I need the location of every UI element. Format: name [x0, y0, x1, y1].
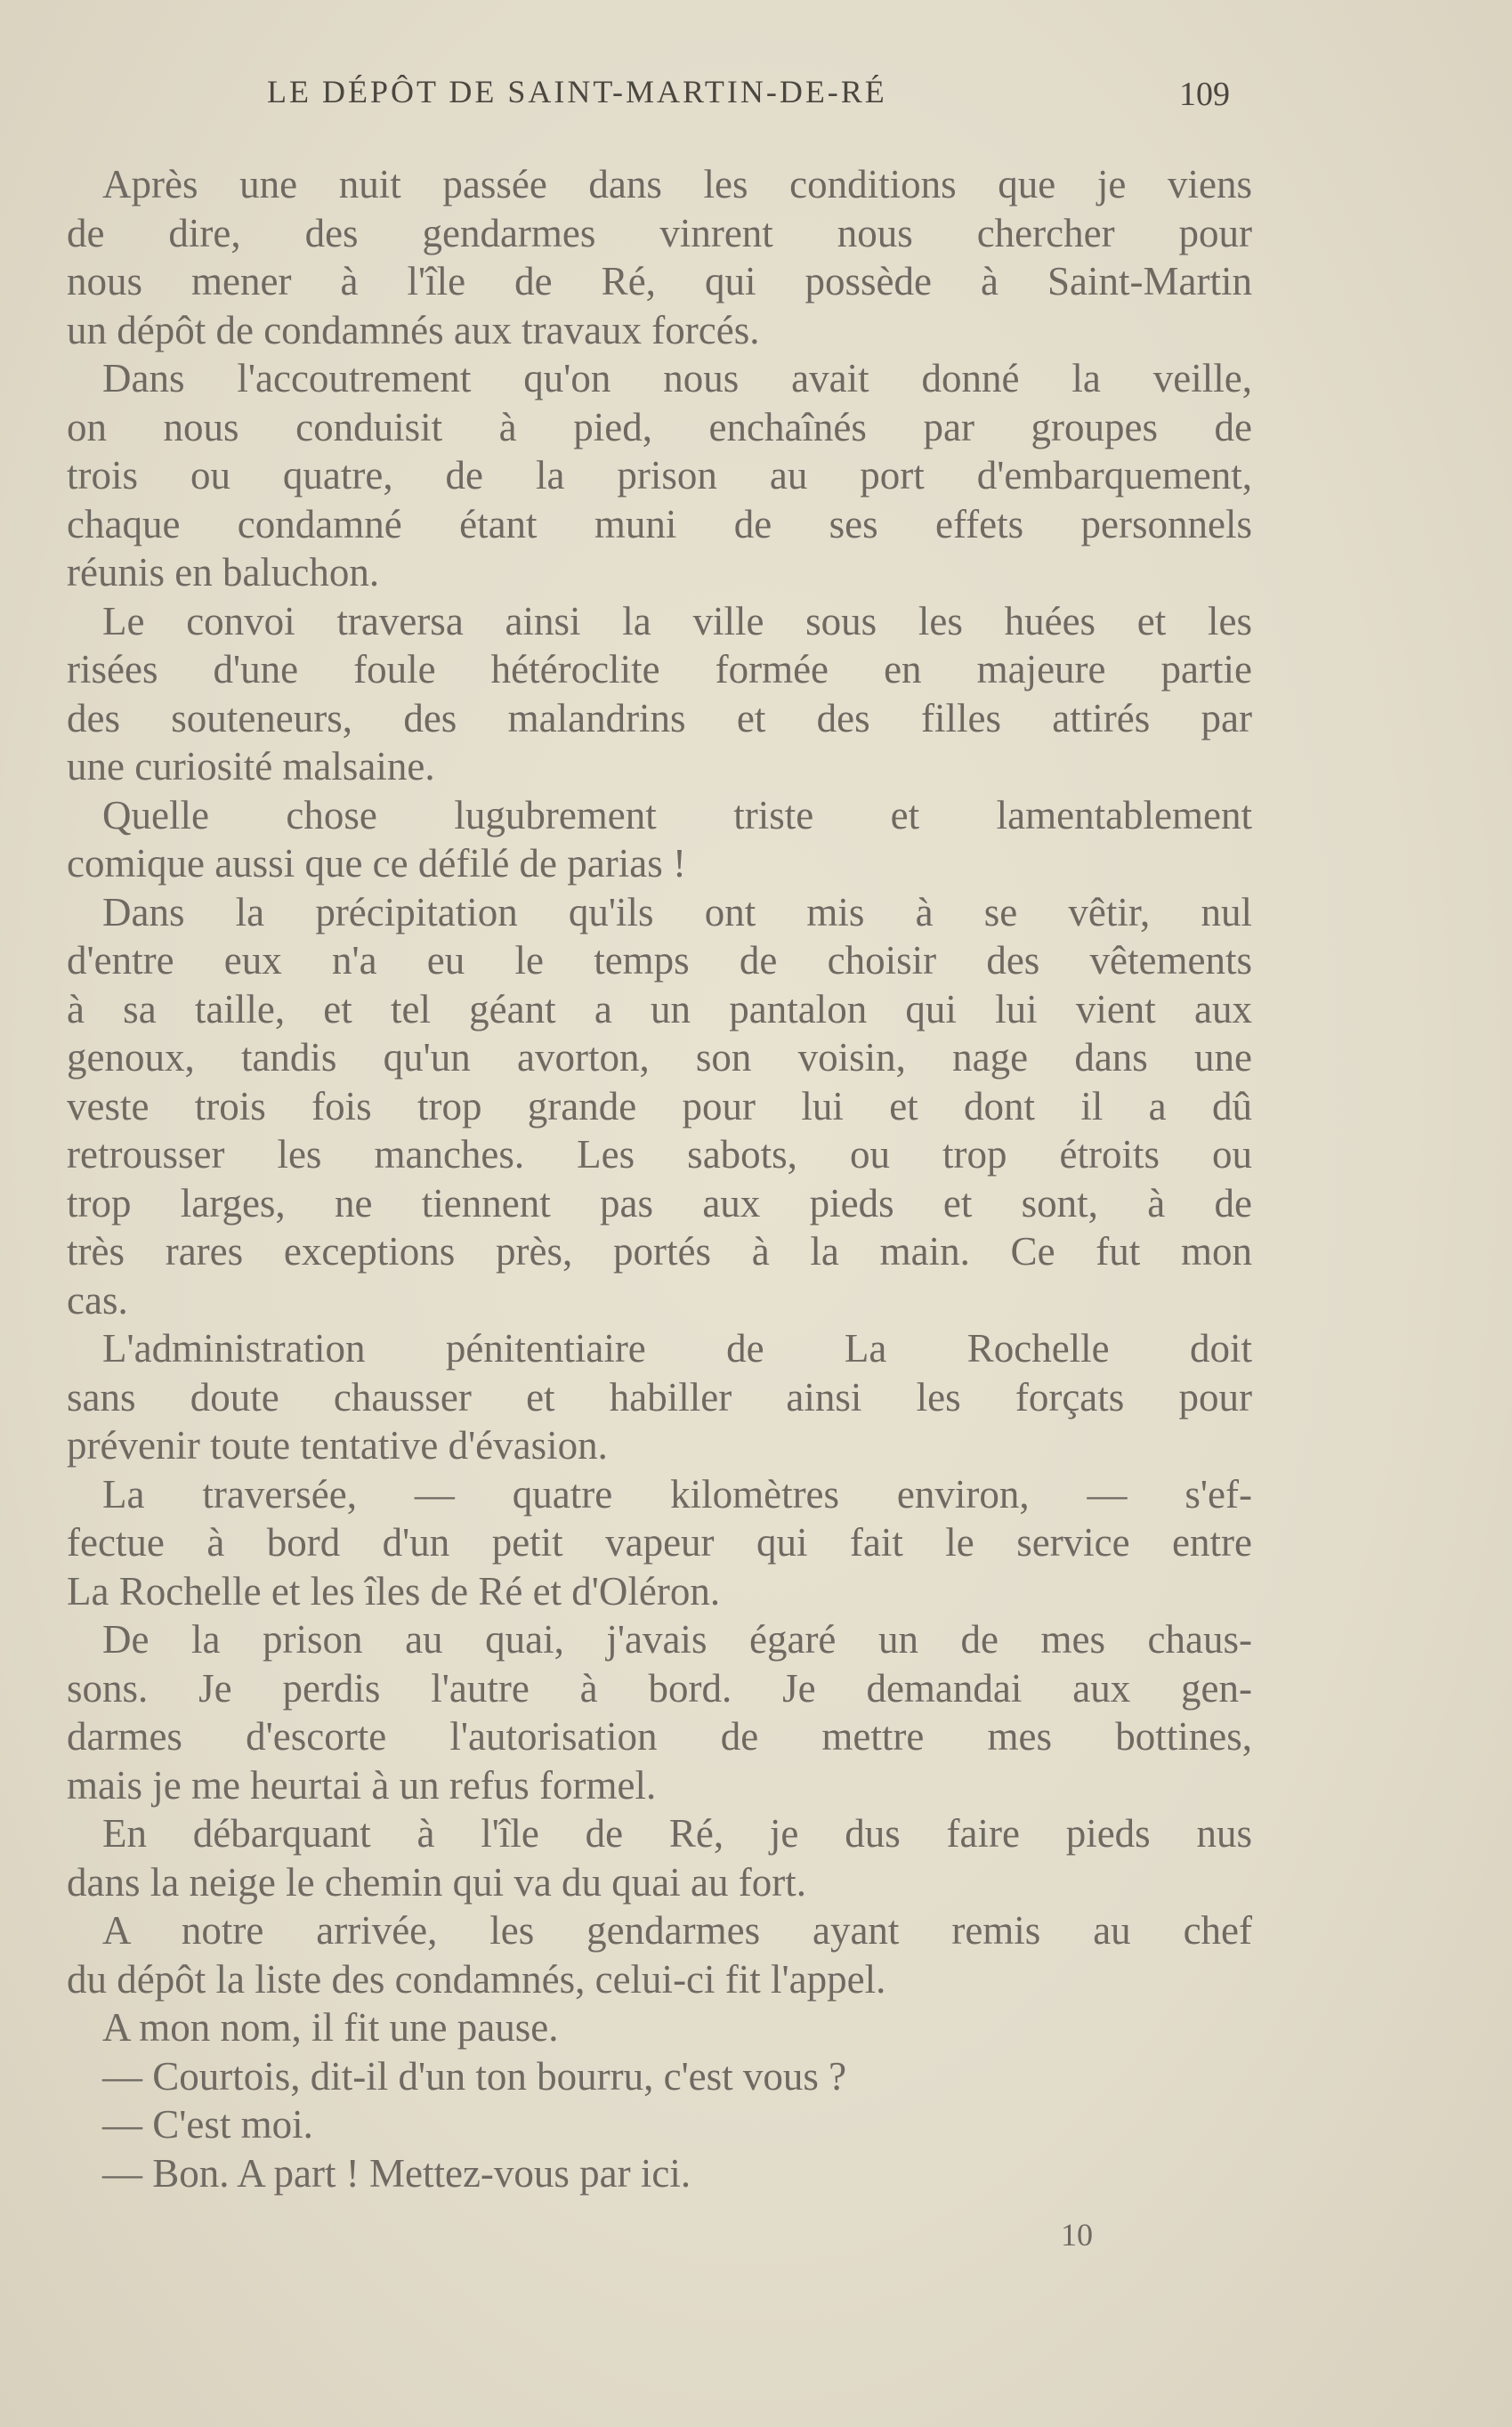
text-line: En débarquant à l'île de Ré, je dus faire pieds nus [102, 1811, 1252, 1856]
text-line: des souteneurs, des malandrins et des filles attirés par [67, 695, 1252, 740]
text-line: darmes d'escorte l'autorisation de mettre mes bottines, [67, 1714, 1252, 1759]
text-line: réunis en baluchon. [67, 550, 380, 595]
text-line: trois ou quatre, de la prison au port d'embarquement, [67, 453, 1252, 498]
text-line: — Courtois, dit-il d'un ton bourru, c'est vous ? [102, 2053, 847, 2099]
text-line: risées d'une foule hétéroclite formée en majeure partie [67, 647, 1252, 692]
text-line: de dire, des gendarmes vinrent nous chercher pour [67, 210, 1252, 255]
text-line: Le convoi traversa ainsi la ville sous les huées et les [102, 598, 1252, 643]
text-line: dans la neige le chemin qui va du quai au fort. [67, 1859, 806, 1905]
text-line: A notre arrivée, les gendarmes ayant remis au chef [102, 1908, 1252, 1953]
text-line: on nous conduisit à pied, enchaînés par groupes de [67, 404, 1252, 449]
text-line: une curiosité malsaine. [67, 744, 435, 789]
text-line: retrousser les manches. Les sabots, ou trop étroits ou [67, 1132, 1252, 1177]
text-line: De la prison au quai, j'avais égaré un de mes chaus- [102, 1617, 1252, 1662]
page-number: 109 [1179, 76, 1230, 113]
text-line: fectue à bord d'un petit vapeur qui fait le service entre [67, 1520, 1252, 1565]
text-line: La Rochelle et les îles de Ré et d'Oléron. [67, 1568, 721, 1614]
text-line: comique aussi que ce défilé de parias ! [67, 841, 686, 886]
text-line: Dans la précipitation qu'ils ont mis à se vêtir, nul [102, 889, 1252, 934]
text-line: Dans l'accoutrement qu'on nous avait donné la veille, [102, 356, 1252, 400]
text-line: du dépôt la liste des condamnés, celui-ci fit l'appel. [67, 1956, 886, 2002]
text-line: genoux, tandis qu'un avorton, son voisin, nage dans une [67, 1035, 1252, 1080]
text-line: à sa taille, et tel géant a un pantalon qui lui vient aux [67, 986, 1252, 1031]
text-line: A mon nom, il fit une pause. [102, 2005, 559, 2050]
signature-mark: 10 [1061, 2217, 1093, 2253]
text-line: veste trois fois trop grande pour lui et dont il a dû [67, 1083, 1252, 1129]
text-line: cas. [67, 1277, 128, 1323]
text-line: nous mener à l'île de Ré, qui possède à Saint-Martin [67, 259, 1252, 303]
text-line: Quelle chose lugubrement triste et lamentablement [102, 792, 1252, 837]
text-line: Après une nuit passée dans les conditions que je viens [102, 162, 1252, 206]
body-text [67, 160, 1252, 2197]
text-line: sons. Je perdis l'autre à bord. Je demandai aux gen- [67, 1665, 1252, 1711]
text-line: prévenir toute tentative d'évasion. [67, 1423, 608, 1468]
text-line: sans doute chausser et habiller ainsi les forçats pour [67, 1374, 1252, 1420]
text-line: d'entre eux n'a eu le temps de choisir des vêtements [67, 938, 1252, 983]
text-line: un dépôt de condamnés aux travaux forcés. [67, 307, 760, 352]
text-line: — Bon. A part ! Mettez-vous par ici. [102, 2150, 691, 2196]
text-line: La traversée, — quatre kilomètres environ, — s'ef- [102, 1471, 1252, 1517]
text-line: trop larges, ne tiennent pas aux pieds et sont, à de [67, 1180, 1252, 1226]
text-line: très rares exceptions près, portés à la main. Ce fut mon [67, 1229, 1252, 1274]
running-title: LE DÉPÔT DE SAINT-MARTIN-DE-RÉ [267, 74, 887, 109]
text-line: L'administration pénitentiaire de La Rochelle doit [102, 1326, 1252, 1371]
text-line: chaque condamné étant muni de ses effets personnels [67, 501, 1252, 546]
text-line: mais je me heurtai à un refus formel. [67, 1762, 657, 1808]
text-line: — C'est moi. [102, 2102, 313, 2147]
